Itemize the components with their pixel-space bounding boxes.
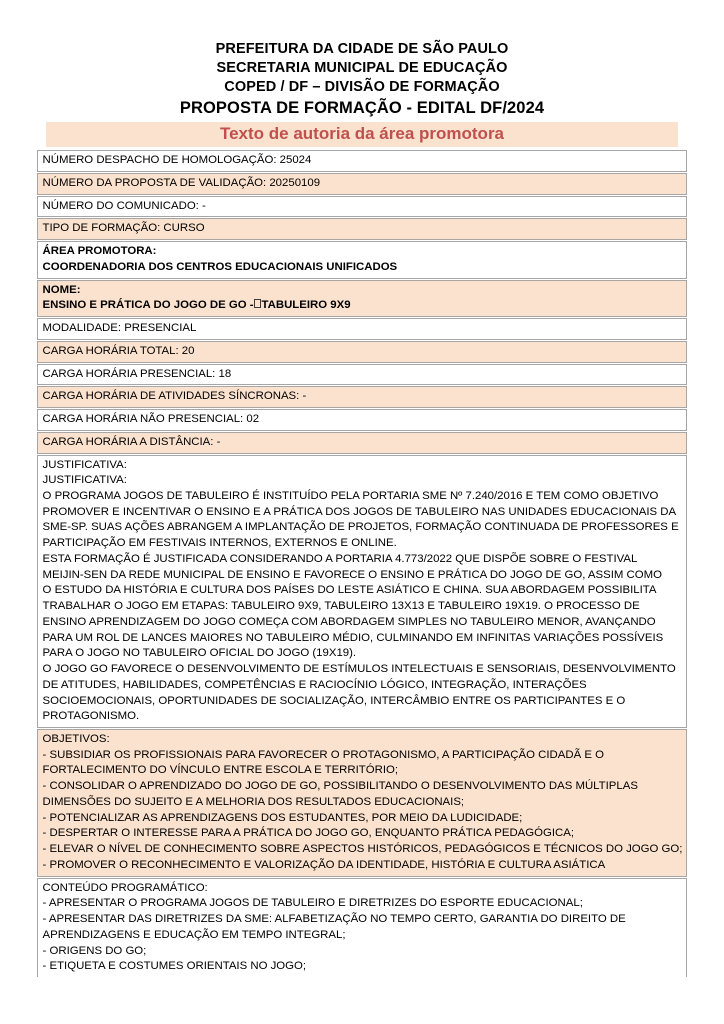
objetivos-line-4: DIMENSÕES DO SUJEITO E A MELHORIA DOS RESULTADOS EDUCACIONAIS; (42, 795, 465, 808)
cell-conteudo-programatico (37, 878, 688, 977)
cell-carga-sincronas: CARGA HORÁRIA DE ATIVIDADES SÍNCRONAS: - (37, 386, 688, 408)
justificativa-p3-l1: O JOGO GO FAVORECE O DESENVOLVIMENTO DE ESTÍMULOS INTELECTUAIS E SENSORIAIS, DESENVOLVIMENTO (42, 663, 676, 676)
table-row-carga-sincronas (37, 386, 688, 408)
cell-carga-presencial: CARGA HORÁRIA PRESENCIAL: 18 (37, 364, 688, 386)
table-row-modalidade (37, 318, 688, 340)
objetivos-line-2: FORTALECIMENTO DO VÍNCULO ENTRE ESCOLA E TERRITÓRIO; (42, 764, 399, 777)
nome-value (43, 298, 683, 314)
cell-numero-comunicado: NÚMERO DO COMUNICADO: - (37, 196, 688, 218)
conteudo-line-4: - ORIGENS DO GO; (42, 944, 147, 957)
table-row-area-promotora (37, 241, 688, 278)
justificativa-p2-l3: O ESTUDO DA HISTÓRIA E CULTURA DOS PAÍSES DO LESTE ASIÁTICO E CHINA. SUA ABORDAGEM POSSIBILITA (42, 584, 657, 597)
table-row-objetivos (37, 729, 688, 877)
objetivos-line-6: - DESPERTAR O INTERESSE PARA A PRÁTICA DO JOGO GO, ENQUANTO PRÁTICA PEDAGÓGICA; (42, 827, 575, 840)
area-promotora-value: COORDENADORIA DOS CENTROS EDUCACIONAIS UNIFICADOS (42, 260, 398, 273)
objetivos-line-5: - POTENCIALIZAR AS APRENDIZAGENS DOS ESTUDANTES, POR MEIO DA LUDICIDADE; (42, 811, 523, 824)
table-row-carga-distancia (37, 432, 688, 454)
document-header (0, 0, 724, 119)
nome-value-after: TABULEIRO 9X9 (261, 299, 351, 312)
justificativa-p1-l3: SME-SP. SUAS AÇÕES ABRANGEM A IMPLANTAÇÃO DE PROJETOS, FORMAÇÃO CONTINUADA DE PROFESSORES E (42, 521, 679, 534)
table-row-carga-presencial (37, 364, 688, 386)
author-banner (46, 122, 678, 147)
justificativa-p2-l7: PARA O JOGO NO TABULEIRO OFICIAL DO JOGO (19X19). (42, 647, 357, 660)
cell-carga-distancia: CARGA HORÁRIA A DISTÂNCIA: - (37, 432, 688, 454)
justificativa-p2-l1: ESTA FORMAÇÃO É JUSTIFICADA CONSIDERANDO A PORTARIA 4.773/2022 QUE DISPÕE SOBRE O FESTIVAL (42, 552, 638, 565)
area-promotora-label: ÁREA PROMOTORA: (42, 245, 157, 258)
proposal-form-table (37, 149, 688, 978)
justificativa-p1-l2: PROMOVER E INCENTIVAR O ENSINO E A PRÁTICA DOS JOGOS DE TABULEIRO NAS UNIDADES EDUCACIONAIS DA (42, 505, 677, 518)
objetivos-line-1: - SUBSIDIAR OS PROFISSIONAIS PARA FAVORECER O PROTAGONISMO, A PARTICIPAÇÃO CIDADÃ E O (42, 748, 604, 761)
cell-numero-despacho: NÚMERO DESPACHO DE HOMOLOGAÇÃO: 25024 (37, 150, 688, 172)
justificativa-p2-l6: PARA UM ROL DE LANCES MAIORES NO TABULEIRO MÉDIO, CULMINANDO EM INFINITAS VARIAÇÕES POSSÍVEIS (42, 631, 664, 644)
conteudo-line-2: - APRESENTAR DAS DIRETRIZES DA SME: ALFABETIZAÇÃO NO TEMPO CERTO, GARANTIA DO DIREITO DE (42, 913, 626, 926)
nome-label: NOME: (42, 283, 81, 296)
conteudo-label: CONTEÚDO PROGRAMÁTICO: (42, 881, 208, 894)
table-row-justificativa (37, 455, 688, 728)
table-row-tipo-formacao (37, 218, 688, 240)
table-row-conteudo-programatico (37, 878, 688, 977)
justificativa-p2-l2: MEIJIN-SEN DA REDE MUNICIPAL DE ENSINO E FAVORECE O ENSINO E PRÁTICA DO JOGO DE GO, ASSIM COMO (42, 568, 662, 581)
table-row-numero-comunicado (37, 196, 688, 218)
justificativa-p1-l4: PARTICIPAÇÃO EM FESTIVAIS INTERNOS, EXTERNOS E ONLINE. (42, 537, 397, 550)
author-banner-text: Texto de autoria da área promotora (219, 123, 505, 143)
cell-numero-proposta: NÚMERO DA PROPOSTA DE VALIDAÇÃO: 20250109 (37, 173, 688, 195)
justificativa-p3-l2: DE ATITUDES, HABILIDADES, COMPETÊNCIAS E RACIOCÍNIO LÓGICO, INTEGRAÇÃO, INTERAÇÕES (42, 678, 587, 691)
cell-nome (37, 280, 688, 317)
table-row-nome (37, 280, 688, 317)
cell-carga-nao-presencial: CARGA HORÁRIA NÃO PRESENCIAL: 02 (37, 409, 688, 431)
header-line-secretaria: SECRETARIA MUNICIPAL DE EDUCAÇÃO (216, 59, 508, 76)
conteudo-line-3: APRENDIZAGENS E EDUCAÇÃO EM TEMPO INTEGRAL; (42, 928, 346, 941)
justificativa-p2-l4: TRABALHAR O JOGO EM ETAPAS: TABULEIRO 9X9, TABULEIRO 13X13 E TABULEIRO 19X19. O PROCESSO DE (42, 600, 640, 613)
header-line-coped: COPED / DF – DIVISÃO DE FORMAÇÃO (224, 78, 500, 95)
table-row-carga-total (37, 341, 688, 363)
conteudo-line-5: - ETIQUETA E COSTUMES ORIENTAIS NO JOGO; (42, 960, 307, 973)
nome-value-before: ENSINO E PRÁTICA DO JOGO DE GO - (42, 299, 254, 312)
cell-objetivos (37, 729, 688, 877)
page-title: PROPOSTA DE FORMAÇÃO - EDITAL DF/2024 (179, 98, 545, 117)
table-row-numero-despacho (37, 150, 688, 172)
table-row-carga-nao-presencial (37, 409, 688, 431)
cell-modalidade: MODALIDADE: PRESENCIAL (37, 318, 688, 340)
table-row-numero-proposta (37, 173, 688, 195)
cell-carga-total: CARGA HORÁRIA TOTAL: 20 (37, 341, 688, 363)
missing-glyph-icon (254, 299, 261, 308)
objetivos-line-8: - PROMOVER O RECONHECIMENTO E VALORIZAÇÃO DA IDENTIDADE, HISTÓRIA E CULTURA ASIÁTICA (42, 858, 606, 871)
justificativa-label: JUSTIFICATIVA: (42, 458, 127, 471)
justificativa-p3-l3: SOCIOEMOCIONAIS, OPORTUNIDADES DE SOCIALIZAÇÃO, INTERCÂMBIO ENTRE OS PARTICIPANTES E O (42, 694, 626, 707)
cell-area-promotora (37, 241, 688, 278)
objetivos-line-3: - CONSOLIDAR O APRENDIZADO DO JOGO DE GO, POSSIBILITANDO O DESENVOLVIMENTO DAS MÚLTIPLAS (42, 780, 638, 793)
cell-tipo-formacao: TIPO DE FORMAÇÃO: CURSO (37, 218, 688, 240)
conteudo-line-1: - APRESENTAR O PROGRAMA JOGOS DE TABULEIRO E DIRETRIZES DO ESPORTE EDUCACIONAL; (42, 897, 583, 910)
cell-justificativa (37, 455, 688, 728)
justificativa-p1-l1: O PROGRAMA JOGOS DE TABULEIRO É INSTITUÍDO PELA PORTARIA SME Nº 7.240/2016 E TEM COMO OBJETIVO (42, 489, 659, 502)
justificativa-p3-l4: PROTAGONISMO. (42, 710, 140, 723)
justificativa-p2-l5: ENSINO APRENDIZAGEM DO JOGO COMEÇA COM ABORDAGEM SIMPLES NO TABULEIRO MENOR, AVANÇANDO (42, 615, 656, 628)
justificativa-label-repeat: JUSTIFICATIVA: (42, 474, 127, 487)
objetivos-label: OBJETIVOS: (42, 732, 110, 745)
header-line-prefeitura: PREFEITURA DA CIDADE DE SÃO PAULO (215, 41, 509, 57)
objetivos-line-7: - ELEVAR O NÍVEL DE CONHECIMENTO SOBRE ASPECTOS HISTÓRICOS, PEDAGÓGICOS E TÉCNICOS DO JOGO GO; (42, 843, 683, 856)
